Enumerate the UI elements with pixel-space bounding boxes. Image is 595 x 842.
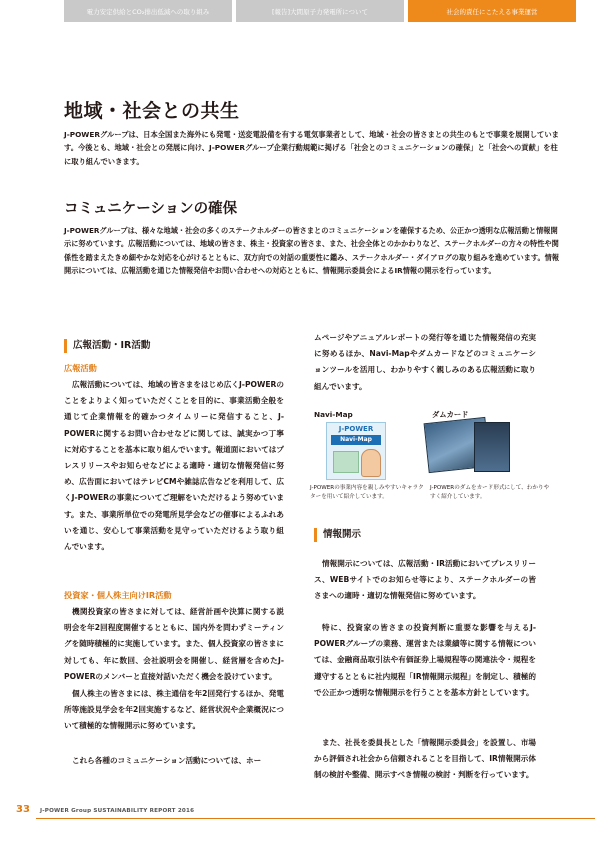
disclosure-paragraph-2: 特に、投資家の皆さまの投資判断に重要な影響を与えるJ-POWERグループの業務、運営または業績等に関する情報については、金融商品取引法や有価証券上場規程等の関連法令・規程を遵守するとともに社内規程「IR情報開示規程」を制定し、積極的で公正かつ透明な情報開示を行うことを基本方針としています。	[314, 623, 536, 697]
navimap-caption: J-POWERの事業内容を親しみやすいキャラクターを用いて紹介しています。	[310, 485, 424, 500]
ir-paragraph-continued: ムページやアニュアルレポートの発行等を通じた情報発信の充実に努めるほか、Navi-Mapやダムカードなどのコミュニケーションツールを活用し、わかりやすく親しみのある広報活動に取り組んでいます。	[314, 333, 536, 391]
disclosure-paragraph-3: また、社長を委員長とした「情報開示委員会」を設置し、市場から評価され社会から信頼されることを目指して、IR情報開示体制の検討や整備、開示すべき情報の検討・判断を行っています。	[314, 738, 536, 780]
damcard-caption: J-POWERのダムをカード形式にして、わかりやすく紹介しています。	[430, 485, 550, 500]
section-tabs	[64, 0, 576, 22]
page-title: 地域・社会との共生	[64, 100, 240, 122]
page-number: 33	[16, 804, 30, 815]
navimap-title: Navi-Map	[331, 435, 381, 445]
pr-subheading: 広報活動	[64, 363, 97, 373]
navimap-character-icon	[361, 449, 381, 477]
navimap-image	[326, 422, 386, 480]
communication-heading: コミュニケーションの確保	[64, 201, 238, 217]
disclosure-paragraph-1: 情報開示については、広報活動・IR活動においてプレスリリース、WEBサイトでのお知らせ等により、ステークホルダーの皆さまへの適時・適切な情報発信に努めています。	[314, 559, 536, 601]
report-name: J-POWER Group SUSTAINABILITY REPORT 2016	[40, 808, 195, 814]
pr-ir-heading: 広報活動・IR活動	[64, 339, 150, 353]
navimap-map-icon	[333, 451, 359, 473]
pr-paragraph: 広報活動については、地域の皆さまをはじめ広くJ-POWERのことをよりよく知っていただくことを目的に、事業活動全般を通じて企業情報を的確かつタイムリーに発信すること、J-POWERに関するお問い合わせなどに関しては、誠実かつ丁寧に対応することを基本に取り組んでいます。報道面においてはプレスリリースやお知らせなどによる適時・適切な情報発信に努め、広告面においてはテレビCMや雑誌広告などを利用して、広くJ-POWERの事業についてご理解をいただけるよう努めています。また、事業所単位での発電所見学会などの催事によるふれあいを通じ、安心して事業活動を見守っていただけるよう取り組んでいます。	[64, 380, 284, 552]
tab-power-supply[interactable]: 電力安定供給とCO₂排出低減への取り組み	[64, 0, 232, 22]
tab-ohma-nuclear[interactable]: [報告]大間原子力発電所について	[236, 0, 404, 22]
damcard-image-2	[474, 422, 510, 472]
disclosure-heading: 情報開示	[314, 528, 361, 542]
footer-rule	[36, 818, 595, 819]
ir-paragraph-2: 個人株主の皆さまには、株主通信を年2回発行するほか、発電所等施設見学会を年2回実施するなど、経営状況や企業概況について積極的な情報開示に努めています。	[64, 689, 284, 731]
intro-paragraph: J-POWERグループは、日本全国また海外にも発電・送変電設備を有する電気事業者として、地域・社会の皆さまとの共生のもとで事業を展開しています。今後とも、地域・社会との発展に向け、J-POWERグループ企業行動規範に掲げる「社会とのコミュニケーションの確保」と「社会への貢献」を柱に取り組んでいきます。	[64, 130, 559, 166]
page-footer	[0, 802, 595, 822]
ir-paragraph-3: これら各種のコミュニケーション活動については、ホー	[72, 756, 262, 765]
ir-subheading: 投資家・個人株主向けIR活動	[64, 590, 172, 600]
navimap-label: Navi-Map	[314, 410, 353, 419]
ir-paragraph-1: 機関投資家の皆さまに対しては、経営計画や決算に関する説明会を年2回程度開催するとともに、国内外を問わずミーティングを随時積極的に実施しています。また、個人投資家の皆さまに対しても、年に数回、会社説明会を開催し、経営層を含めたJ-POWERのメンバーと直接対話いただく機会を設けています。	[64, 607, 284, 681]
tab-social-responsibility[interactable]: 社会的責任にこたえる事業運営	[408, 0, 576, 22]
communication-paragraph: J-POWERグループは、様々な地域・社会の多くのステークホルダーの皆さまとのコミュニケーションを確保するため、公正かつ透明な広報活動と情報開示に努めています。広報活動については、地域の皆さま、株主・投資家の皆さま、また、社会全体とのかかわりなど、ステークホルダーの方々の特性や関係性を踏まえたきめ細やかな対応を心がけるとともに、双方向での対話の重要性に鑑み、ステークホルダー・ダイアログの取り組みを進めています。情報開示については、広報活動を通じた情報発信やお問い合わせへの対応とともに、情報開示委員会によるIR情報の開示を行っています。	[64, 226, 560, 276]
damcard-label: ダムカード	[432, 410, 469, 419]
navimap-brand: J-POWER	[338, 425, 374, 433]
